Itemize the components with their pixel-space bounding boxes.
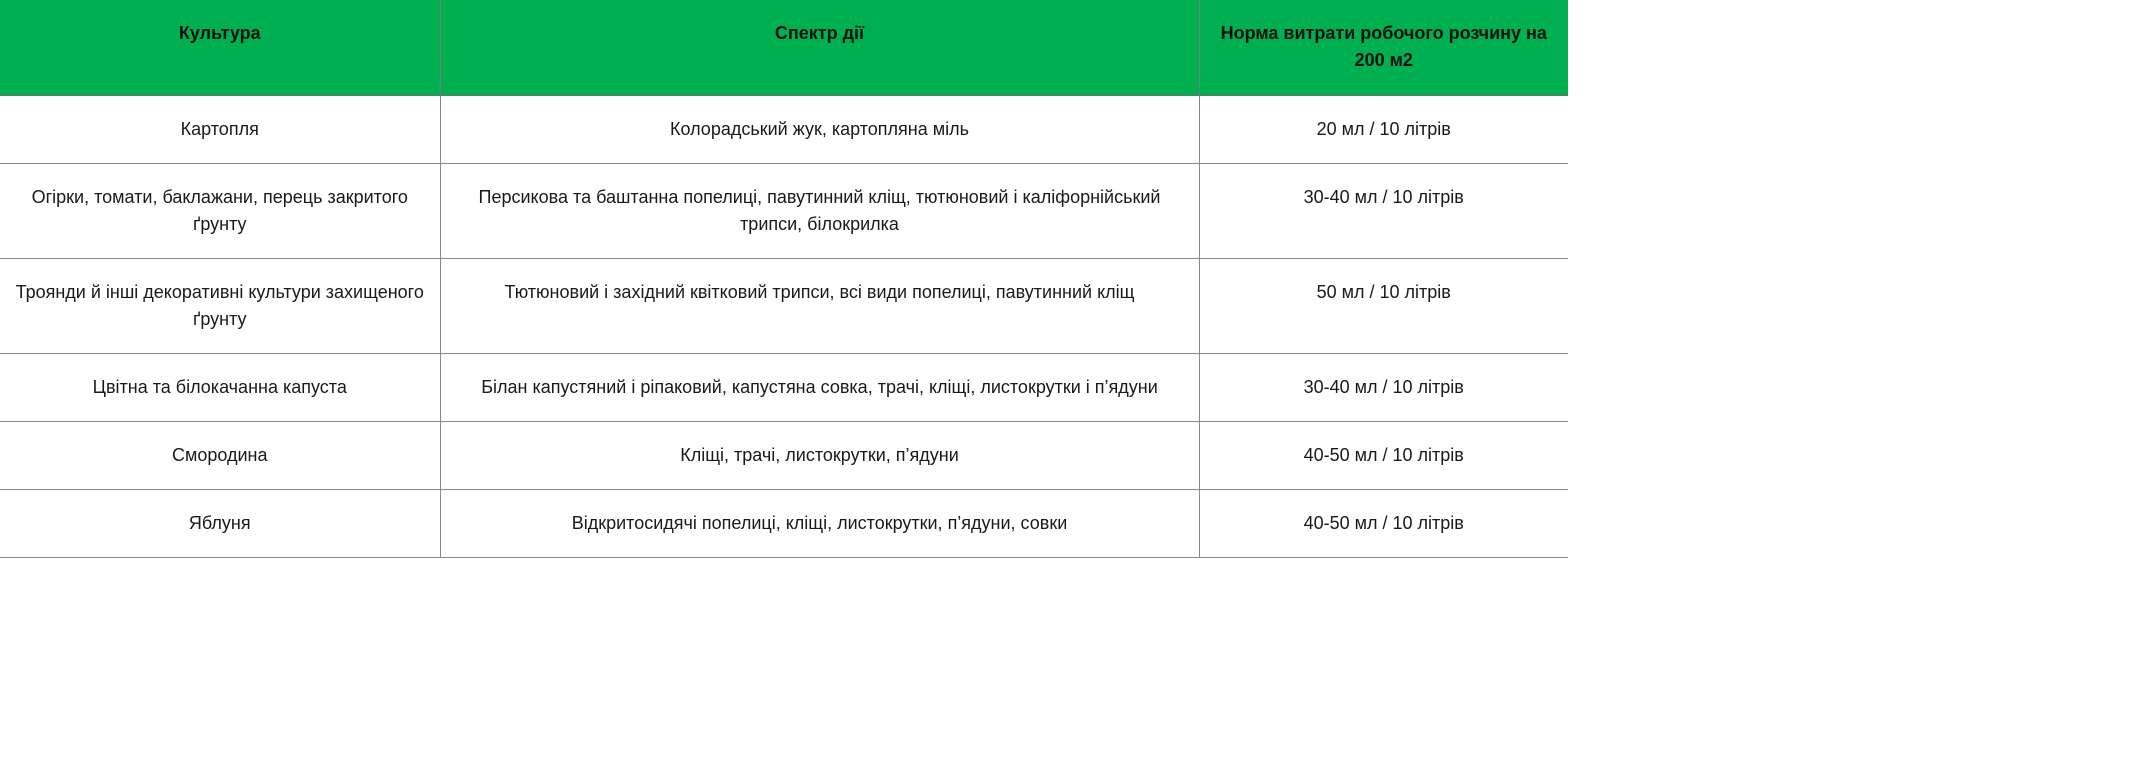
cell-crop: Огірки, томати, баклажани, перець закритого ґрунту (0, 163, 440, 258)
cell-rate: 30-40 мл / 10 літрів (1199, 163, 1568, 258)
table-header (0, 0, 1568, 95)
cell-rate: 40-50 мл / 10 літрів (1199, 421, 1568, 489)
cell-rate: 50 мл / 10 літрів (1199, 258, 1568, 353)
cell-spectrum: Колорадський жук, картопляна міль (440, 95, 1199, 163)
cell-spectrum: Кліщі, трачі, листокрутки, п’ядуни (440, 421, 1199, 489)
table-body (0, 95, 1568, 557)
header-spectrum: Спектр дії (440, 0, 1199, 95)
cell-crop: Картопля (0, 95, 440, 163)
cell-crop: Троянди й інші декоративні культури захищеного ґрунту (0, 258, 440, 353)
cell-rate: 30-40 мл / 10 літрів (1199, 353, 1568, 421)
header-row (0, 0, 1568, 95)
cell-spectrum: Білан капустяний і ріпаковий, капустяна совка, трачі, кліщі, листокрутки і п’ядуни (440, 353, 1199, 421)
cell-spectrum: Персикова та баштанна попелиці, павутинний кліщ, тютюновий і каліфорнійський трипси, білокрилка (440, 163, 1199, 258)
table-row (0, 489, 1568, 557)
cell-spectrum: Відкритосидячі попелиці, кліщі, листокрутки, п’ядуни, совки (440, 489, 1199, 557)
table-row (0, 353, 1568, 421)
header-crop: Культура (0, 0, 440, 95)
header-rate: Норма витрати робочого розчину на 200 м2 (1199, 0, 1568, 95)
cell-spectrum: Тютюновий і західний квітковий трипси, всі види попелиці, павутинний кліщ (440, 258, 1199, 353)
table-row (0, 163, 1568, 258)
table-row (0, 258, 1568, 353)
table-row (0, 95, 1568, 163)
cell-rate: 20 мл / 10 літрів (1199, 95, 1568, 163)
cell-crop: Яблуня (0, 489, 440, 557)
cell-crop: Смородина (0, 421, 440, 489)
cell-rate: 40-50 мл / 10 літрів (1199, 489, 1568, 557)
cell-crop: Цвітна та білокачанна капуста (0, 353, 440, 421)
table-row (0, 421, 1568, 489)
